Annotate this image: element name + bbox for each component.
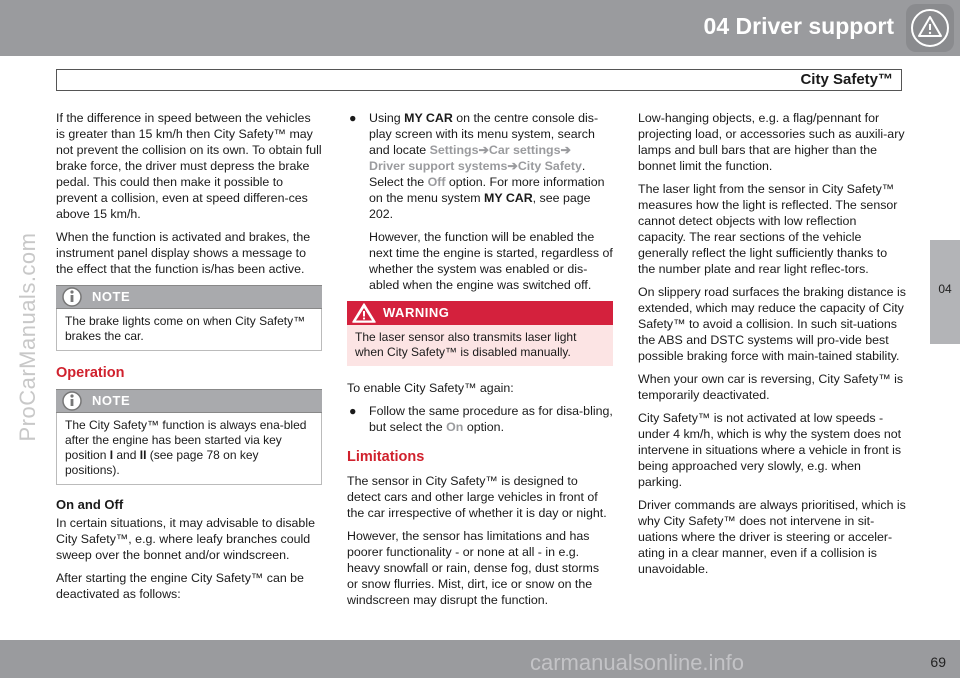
menu-name: MY CAR: [404, 111, 453, 125]
paragraph: The sensor in City Safety™ is designed to detect cars and other large vehicles in front of the car irrespective of whether it is day or night.: [347, 474, 607, 520]
warning-box: [347, 301, 613, 366]
paragraph: However, the sensor has limitations and has poorer functionality - or none at all - in e.g. heavy snowfall or rain, dense fog, dust storms or snow flurries. Mist, dirt, ice or snow on the windscreen may disrupt the function.: [347, 529, 600, 607]
list-item: [347, 110, 613, 293]
chapter-side-tab-label: 04: [938, 282, 952, 296]
section-title: City Safety™: [800, 71, 893, 88]
warning-triangle-icon: [351, 301, 377, 325]
note-header: [56, 389, 322, 413]
page-number: 69: [930, 654, 946, 670]
warning-text: The laser sensor also transmits laser light when City Safety™ is disabled manually.: [347, 325, 613, 366]
arrow-icon: ➔: [507, 159, 518, 173]
header-bar: [0, 0, 960, 56]
note-box: [56, 389, 322, 485]
key-position-i: I: [109, 448, 114, 462]
note-text: [56, 413, 322, 485]
list-item-text: [369, 403, 613, 435]
arrow-icon: ➔: [478, 143, 489, 157]
menu-name: MY CAR: [484, 191, 533, 205]
note-label: NOTE: [92, 289, 131, 304]
menu-path-item: Settings: [429, 143, 479, 157]
paragraph: When your own car is reversing, City Safety™ is temporarily deactivated.: [638, 372, 904, 402]
footer-bar: [0, 640, 960, 678]
paragraph: City Safety™ is not activated at low speeds - under 4 km/h, which is why the system does not intervene in situations where a vehicle in front is being approached very slowly, e.g. when parking.: [638, 411, 902, 489]
footer-watermark: carmanualsonline.info: [530, 650, 745, 675]
text-part: on the centre console dis-play screen with its menu system, search and locate: [369, 111, 599, 157]
bullet-dot: ●: [349, 404, 357, 418]
paragraph: After starting the engine City Safety™ can be deactivated as follows:: [56, 571, 304, 601]
note-text-part: (see page 78 on key positions).: [65, 448, 259, 477]
paragraph: On slippery road surfaces the braking distance is extended, which may reduce the capacity of City Safety™ to avoid a collision. In such sit-uations the ABS and DSTC systems will pro-vide best possible braking force with main-tained stability.: [638, 285, 906, 363]
text-part: Using: [369, 111, 405, 125]
paragraph: Driver commands are always prioritised, which is why City Safety™ does not intervene in sit-uations where the driver is steering or acceler-ating in a clear manner, even if a collision is unavoidable.: [638, 498, 906, 576]
text-part: , see page 202.: [369, 191, 591, 221]
heading-on-and-off: On and Off: [56, 497, 124, 512]
note-text-part: The City Safety™ function is always ena-bled after the engine has been started via key position: [65, 418, 307, 462]
option-on: On: [446, 420, 464, 434]
paragraph: Low-hanging objects, e.g. a flag/pennant for projecting load, or accessories such as auxili-ary lamps and bull bars that are higher than the bonnet limit the function.: [638, 111, 905, 173]
paragraph: If the difference in speed between the vehicles is greater than 15 km/h then City Safety™ may not prevent the collision on its own. To obtain full brake force, the driver must depress the brake pedal. This could then make it possible to prevent a collision, even at speed differen-ces above 15 km/h.: [56, 111, 322, 221]
note-text: The brake lights come on when City Safety™ brakes the car.: [56, 309, 322, 351]
column-middle: [347, 110, 613, 615]
column-left: [56, 110, 322, 609]
heading-limitations: Limitations: [347, 449, 425, 465]
list-item: [347, 403, 613, 435]
option-off: Off: [427, 175, 446, 189]
chapter-side-tab: [930, 240, 960, 344]
menu-path-item: City Safety: [517, 159, 582, 173]
heading-operation: Operation: [56, 365, 125, 381]
note-box: [56, 285, 322, 351]
list-item-text: [369, 110, 613, 222]
paragraph: To enable City Safety™ again:: [347, 381, 514, 395]
key-position-ii: II: [139, 448, 147, 462]
side-watermark: ProCarManuals.com: [15, 232, 40, 442]
warning-label: WARNING: [383, 305, 450, 320]
chapter-title: 04 Driver support: [703, 13, 894, 39]
info-icon: [60, 389, 84, 413]
warning-header: [347, 301, 613, 325]
text-part: option.: [463, 420, 505, 434]
text-part: . Select the: [369, 159, 586, 189]
paragraph: However, the function will be enabled the next time the engine is started, regardless of whether the system was enabled or dis-abled when the engine was switched off.: [369, 230, 613, 292]
warning-triangle-icon: [906, 4, 954, 52]
note-header: [56, 285, 322, 309]
menu-path-item: Driver support systems: [369, 159, 508, 173]
bullet-dot: ●: [349, 111, 357, 125]
paragraph: In certain situations, it may advisable to disable City Safety™, e.g. where leafy branches could sweep over the bonnet and/or windscreen.: [56, 516, 315, 562]
menu-path-item: Car settings: [488, 143, 561, 157]
paragraph: The laser light from the sensor in City Safety™ measures how the light is reflected. The sensor cannot detect objects with low reflection capacity. The rear sections of the vehicle generally reflect the light sufficiently thanks to the number plate and rear light reflec-tors.: [638, 182, 898, 276]
text-part: option. For more information on the menu system: [369, 175, 605, 205]
note-label: NOTE: [92, 393, 131, 408]
text-part: Follow the same procedure as for disa-bling, but select the: [369, 404, 613, 434]
paragraph: When the function is activated and brakes, the instrument panel display shows a message to the effect that the function is/has been active.: [56, 230, 311, 276]
arrow-icon: ➔: [560, 143, 571, 157]
info-icon: [60, 285, 84, 309]
column-right: [638, 110, 906, 584]
section-bar: [56, 69, 902, 91]
note-text-part: and: [113, 448, 140, 462]
